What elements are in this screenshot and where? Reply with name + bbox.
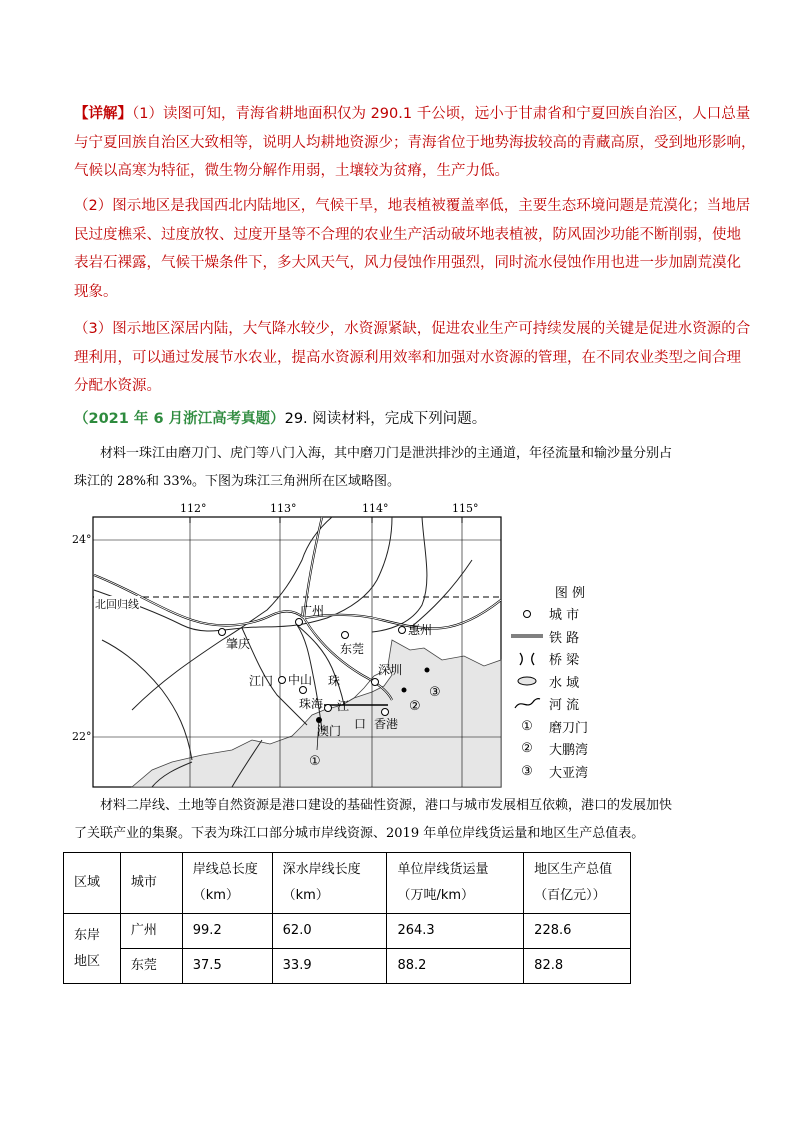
table-cell: 33.9 (272, 949, 387, 984)
material-line: 材料二岸线、土地等自然资源是港口建设的基础性资源，港口与城市发展相互依赖，港口的发展加快 (100, 798, 673, 813)
answer-line: 现象。 (74, 283, 118, 300)
legend-label: 铁 路 (549, 630, 580, 646)
answer-line: 民过度樵采、过度放牧、过度开垦等不合理的农业生产活动破坏地表植被，防风固沙功能不断削弱，使地 (74, 226, 741, 243)
legend-label: 大鹏湾 (549, 743, 589, 759)
marker-1-icon: ① (521, 718, 533, 734)
city-label: 惠州 (408, 623, 433, 637)
table-header: 区域 (64, 853, 121, 914)
material-line: 了关联产业的集聚。下表为珠江口部分城市岸线资源、2019 年单位岸线货运量和地区生产总值表。 (74, 826, 645, 841)
city-guangzhou (296, 619, 303, 626)
river-icon (513, 696, 541, 712)
city-hongkong (382, 709, 389, 716)
answer-text: （1）读图可知，青海省耕地面积仅为 290.1 千公顷，远小于甘肃省和宁夏回族自治区，人口总量 (132, 106, 751, 122)
legend-label: 城 市 (549, 608, 580, 624)
legend-item (505, 760, 625, 783)
city-circle-icon (521, 608, 533, 620)
city-label: 中山 (288, 673, 313, 687)
material-line: 材料一珠江由磨刀门、虎门等八门入海，其中磨刀门是泄洪排沙的主通道，年径流量和输沙量分别占 (100, 446, 673, 461)
legend-item (505, 625, 625, 648)
bridge-icon (517, 651, 537, 667)
legend-item (505, 670, 625, 693)
legend-title: 图 例 (554, 585, 586, 601)
city-label: 澳门 (317, 724, 342, 738)
city-label: 肇庆 (226, 637, 251, 651)
marker-3-dot (425, 668, 430, 673)
legend-label: 河 流 (549, 698, 580, 714)
marker-3-icon: ③ (521, 763, 533, 779)
question-stem: 29. 阅读材料，完成下列问题。 (284, 411, 487, 427)
legend-item (505, 603, 625, 626)
marker-label: ② (409, 699, 421, 714)
material-1 (74, 440, 724, 496)
city-jiangmen (279, 677, 286, 684)
city-label: 香港 (374, 717, 399, 731)
answer-line: 分配水资源。 (74, 378, 161, 394)
lat-label: 22° (72, 730, 92, 743)
data-table (63, 852, 631, 984)
table-cell: 82.8 (524, 949, 631, 984)
answer-line (74, 100, 751, 129)
legend-label: 桥 梁 (549, 653, 580, 669)
city-label: 江门 (249, 674, 274, 688)
material-2 (74, 792, 724, 848)
city-zhuhai (325, 705, 332, 712)
question-header (74, 407, 486, 428)
water-label: 珠 (328, 674, 341, 688)
marker-label: ③ (429, 685, 441, 700)
table-cell: 东莞 (120, 949, 182, 984)
answer-paragraph-3 (74, 315, 751, 401)
lat-label: 24° (72, 533, 92, 546)
table-cell: 广州 (120, 914, 182, 949)
lon-label: 114° (362, 502, 389, 515)
city-label: 广州 (300, 604, 325, 618)
water-label: 口 (354, 717, 367, 731)
answer-line: 表岩石裸露，气候干燥条件下，多大风天气，风力侵蚀作用强烈，同时流水侵蚀作用也进一步加剧荒漠化 (74, 255, 741, 271)
city-zhongshan (300, 687, 307, 694)
legend-item (505, 693, 625, 716)
answer-tag: 【详解】 (74, 106, 132, 122)
table-header: 城市 (120, 853, 182, 914)
legend-item (505, 648, 625, 671)
railway-icon (510, 631, 544, 641)
table-header: 深水岸线长度（km） (272, 853, 387, 914)
lon-label: 115° (452, 502, 479, 515)
table-cell-region: 东岸地区 (64, 914, 121, 984)
legend-label: 磨刀门 (549, 720, 589, 736)
city-label: 珠海 (299, 697, 324, 711)
legend-item (505, 715, 625, 738)
marker-2-dot (402, 688, 407, 693)
table-cell: 37.5 (182, 949, 272, 984)
table-header: 单位岸线货运量（万吨/km） (387, 853, 524, 914)
answer-line: 气候以高寒为特征，微生物分解作用弱，土壤较为贫瘠，生产力低。 (74, 163, 509, 179)
city-shenzhen (372, 679, 379, 686)
answer-paragraph-1 (74, 100, 756, 186)
table-row (64, 914, 631, 949)
answer-line: （3）图示地区深居内陆，大气降水较少，水资源紧缺，促进农业生产可持续发展的关键是促进水资源的合 (74, 321, 751, 337)
water-body-icon (516, 675, 538, 687)
table-header-row (64, 853, 631, 914)
answer-line: 理利用，可以通过发展节水农业，提高水资源利用效率和加强对水资源的管理，在不同农业类型之间合理 (74, 349, 741, 366)
marker-label: ① (309, 754, 321, 769)
table-cell: 62.0 (272, 914, 387, 949)
city-label: 深圳 (378, 663, 403, 677)
answer-paragraph-2 (74, 192, 751, 306)
table-row (64, 949, 631, 984)
marker-2-icon: ② (521, 741, 533, 757)
legend-label: 大亚湾 (549, 765, 589, 781)
city-zhaoqing (219, 629, 226, 636)
table-header: 地区生产总值（百亿元）） (524, 853, 631, 914)
map-legend (505, 580, 625, 783)
tropic-label: 北回归线 (95, 598, 139, 611)
lon-label: 112° (180, 502, 207, 515)
table-cell: 228.6 (524, 914, 631, 949)
answer-line: 与宁夏回族自治区大致相等，说明人均耕地资源少；青海省位于地势海拔较高的青藏高原，受到地形影响， (74, 134, 756, 151)
water-label: 江 (337, 699, 350, 713)
city-dongguan (342, 632, 349, 639)
city-huizhou (399, 627, 406, 634)
question-source: （2021 年 6 月浙江高考真题） (74, 411, 285, 427)
table-cell: 88.2 (387, 949, 524, 984)
table-cell: 264.3 (387, 914, 524, 949)
legend-item (505, 738, 625, 761)
table-cell: 99.2 (182, 914, 272, 949)
pearl-river-delta-map (92, 500, 504, 790)
material-line: 珠江的 28%和 33%。下图为珠江三角洲所在区域略图。 (74, 474, 401, 489)
legend-label: 水 域 (549, 675, 580, 691)
answer-line: （2）图示地区是我国西北内陆地区，气候干旱，地表植被覆盖率低，主要生态环境问题是荒漠化；当地居 (74, 198, 751, 214)
table-header: 岸线总长度（km） (182, 853, 272, 914)
city-label: 东莞 (340, 642, 365, 656)
lon-label: 113° (270, 502, 297, 515)
